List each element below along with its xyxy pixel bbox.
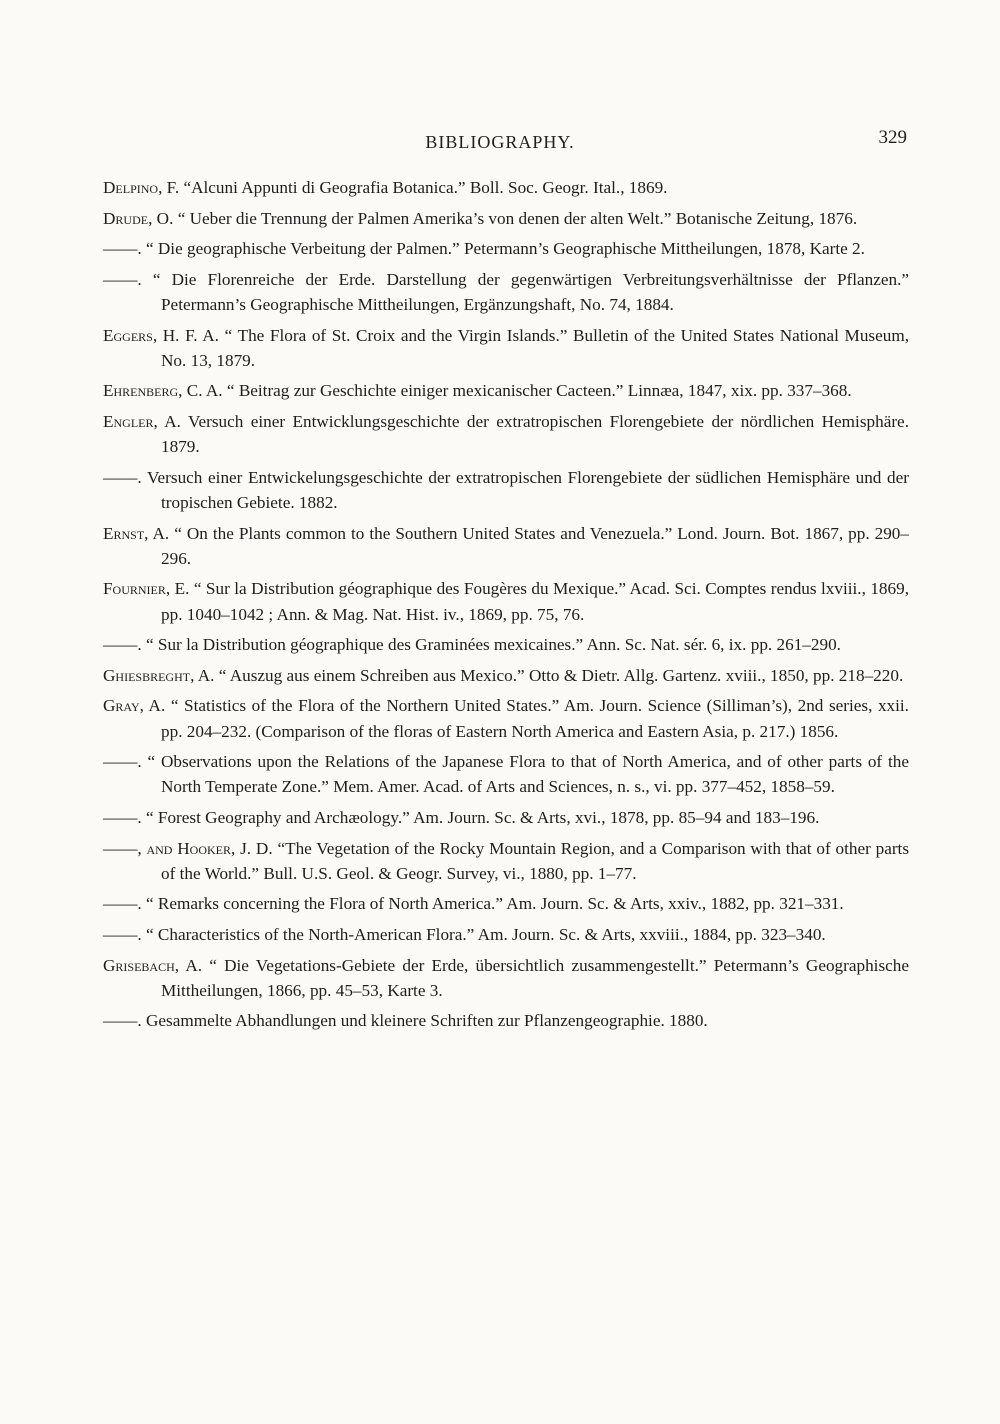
entry-text: “ Sur la Distribution géographique des Graminées mexicaines.” Ann. Sc. Nat. sér. 6, ix. pp. 261–290. — [145, 635, 841, 655]
entry-author: Ernst, A. — [103, 523, 170, 543]
entry-text: “The Vegetation of the Rocky Mountain Region, and a Comparison with that of other parts of the World.” Bull. U.S. Geol. & Geogr. Survey, vi., 1880, pp. 1–77. — [161, 838, 910, 883]
entry-text: “Alcuni Appunti di Geografia Botanica.” Boll. Soc. Geogr. Ital., 1869. — [183, 178, 668, 197]
bibliography-entry — [103, 576, 909, 626]
entry-text: “ Ueber die Trennung der Palmen Amerika’s von denen der alten Welt.” Botanische Zeitung, 1876. — [177, 208, 858, 228]
entry-text: “ Characteristics of the North-American Flora.” Am. Journ. Sc. & Arts, xxviii., 1884, pp. 323–340. — [145, 924, 826, 944]
bibliography-entry — [103, 922, 909, 947]
entry-author: ——. — [103, 635, 142, 655]
entry-text: “ On the Plants common to the Southern United States and Venezuela.” Lond. Journ. Bot. 1867, pp. 290–296. — [161, 523, 909, 568]
entry-author: Grisebach, A. — [103, 955, 203, 975]
entry-author: ——. — [103, 924, 142, 944]
bibliography-entry — [103, 175, 909, 200]
running-head: BIBLIOGRAPHY. — [425, 132, 575, 152]
bibliography-entry — [103, 267, 909, 317]
entry-author: Gray, A. — [103, 696, 166, 716]
entry-text: “ Forest Geography and Archæology.” Am. Journ. Sc. & Arts, xvi., 1878, pp. 85–94 and 183–196. — [145, 807, 820, 827]
entry-author: Ehrenberg, C. A. — [103, 381, 223, 401]
entry-author: ——. — [103, 807, 142, 827]
entry-author: ——. — [103, 269, 142, 289]
entry-text: “ Remarks concerning the Flora of North America.” Am. Journ. Sc. & Arts, xxiv., 1882, pp. 321–331. — [145, 894, 844, 914]
entry-text: Gesammelte Abhandlungen und kleinere Schriften zur Pflanzengeographie. 1880. — [145, 1011, 708, 1031]
entry-text: “ The Flora of St. Croix and the Virgin Islands.” Bulletin of the United States National Museum, No. 13, 1879. — [161, 325, 909, 370]
bibliography-entry — [103, 953, 909, 1003]
entry-author: Ghiesbreght, A. — [103, 665, 215, 685]
entry-text: “ Die Vegetations-Gebiete der Erde, übersichtlich zusammengestellt.” Petermann’s Geographische Mittheilungen, 1866, pp. 45–53, Karte 3. — [161, 955, 909, 1000]
bibliography-entry — [103, 805, 909, 830]
entry-author: Engler, A. — [103, 411, 181, 431]
bibliography-entry — [103, 663, 909, 688]
entry-text: “ Observations upon the Relations of the Japanese Flora to that of North America, and of other parts of the North Temperate Zone.” Mem. Amer. Acad. of Arts and Sciences, n. s., vi. pp. 377–452, 1858–59. — [147, 752, 909, 797]
page-header — [0, 124, 1000, 154]
entry-author: Eggers, H. F. A. — [103, 325, 219, 345]
bibliography-entry — [103, 693, 909, 743]
bibliography-entry — [103, 1008, 909, 1033]
entry-text: “ Beitrag zur Geschichte einiger mexicanischer Cacteen.” Linnæa, 1847, xix. pp. 337–368. — [226, 381, 852, 401]
bibliography-list — [103, 175, 909, 1039]
entry-author: ——. — [103, 752, 142, 772]
entry-text: “ Auszug aus einem Schreiben aus Mexico.” Otto & Dietr. Allg. Gartenz. xviii., 1850, pp. 218–220. — [218, 665, 904, 685]
entry-text: Versuch einer Entwickelungsgeschichte der extratropischen Florengebiete der südlichen Hemisphäre und der tropischen Gebiete. 1882. — [147, 467, 909, 512]
bibliography-entry — [103, 378, 909, 403]
bibliography-entry — [103, 323, 909, 373]
entry-author: Delpino, F. — [103, 178, 180, 197]
entry-author: Drude, O. — [103, 208, 174, 228]
entry-text: “ Sur la Distribution géographique des Fougères du Mexique.” Acad. Sci. Comptes rendus lxviii., 1869, pp. 1040–1042 ; Ann. & Mag. Nat. Hist. iv., 1869, pp. 75, 76. — [161, 579, 909, 624]
bibliography-entry — [103, 409, 909, 459]
entry-author: ——. — [103, 1011, 142, 1031]
page-number: 329 — [878, 127, 907, 148]
entry-author: ——, and Hooker, J. D. — [103, 838, 273, 858]
entry-author: ——. — [103, 894, 142, 914]
bibliography-entry — [103, 749, 909, 799]
entry-text: “ Statistics of the Flora of the Northern United States.” Am. Journ. Science (Silliman’s), 2nd series, xxii. pp. 204–232. (Comparison of the floras of Eastern North America and Eastern Asia, p. 217.) 1856. — [161, 696, 909, 741]
bibliography-entry — [103, 521, 909, 571]
entry-text: “ Die geographische Verbeitung der Palmen.” Petermann’s Geographische Mittheilungen, 1878, Karte 2. — [145, 239, 865, 259]
entry-author: ——. — [103, 467, 142, 487]
bibliography-entry — [103, 236, 909, 261]
entry-author: Fournier, E. — [103, 579, 190, 599]
bibliography-entry — [103, 836, 909, 886]
entry-text: “ Die Florenreiche der Erde. Darstellung der gegenwärtigen Verbreitungsverhältnisse der Pflanzen.” Petermann’s Geographische Mittheilungen, Ergänzungshaft, No. 74, 1884. — [152, 269, 910, 314]
bibliography-entry — [103, 206, 909, 231]
bibliography-entry — [103, 632, 909, 657]
entry-text: Versuch einer Entwicklungsgeschichte der extratropischen Florengebiete der nördlichen Hemisphäre. 1879. — [161, 411, 909, 457]
bibliography-entry — [103, 891, 909, 916]
bibliography-entry — [103, 465, 909, 515]
entry-author: ——. — [103, 239, 142, 259]
